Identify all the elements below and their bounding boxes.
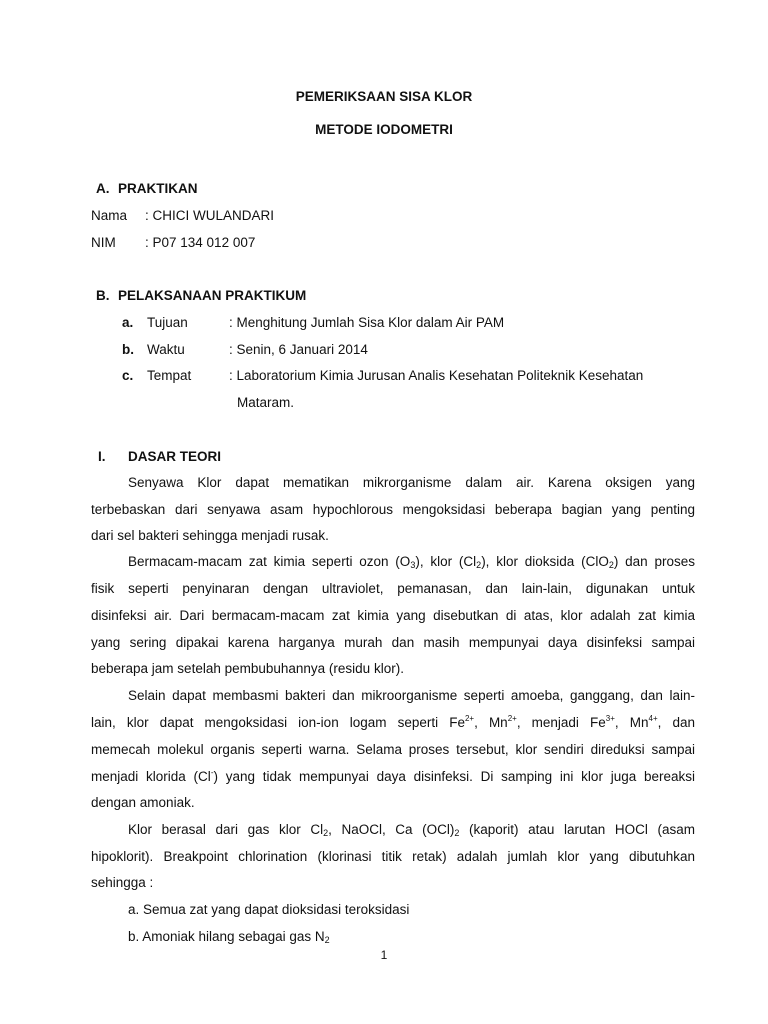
item-a-marker: a. — [122, 315, 134, 330]
paragraph-2-line-2: fisik seperti penyinaran dengan ultraviolet, pemanasan, dan lain-lain, digunakan untuk — [91, 581, 695, 596]
paragraph-3-line-3: memecah molekul organis seperti warna. Selama proses tersebut, klor sendiri direduksi sampai — [91, 742, 695, 757]
item-c-marker: c. — [122, 368, 134, 383]
paragraph-3-line-5: dengan amoniak. — [91, 795, 195, 810]
tujuan-label: Tujuan — [147, 315, 188, 330]
paragraph-1-line-1: Senyawa Klor dapat mematikan mikrorganisme dalam air. Karena oksigen yang — [128, 475, 695, 490]
tujuan-value: : Menghitung Jumlah Sisa Klor dalam Air PAM — [229, 315, 505, 330]
nim-label: NIM — [91, 235, 116, 250]
document-title-line2: METODE IODOMETRI — [315, 122, 453, 137]
nim-value: : P07 134 012 007 — [145, 235, 256, 250]
tempat-label: Tempat — [147, 368, 192, 383]
list-item-a: a. Semua zat yang dapat dioksidasi teroksidasi — [128, 902, 410, 917]
page-number: 1 — [380, 948, 388, 962]
paragraph-2-line-3: disinfeksi air. Dari bermacam-macam zat kimia yang disebutkan di atas, klor adalah zat kimia — [91, 608, 695, 623]
tempat-value-continuation: Mataram. — [237, 395, 295, 410]
paragraph-2-line-5: beberapa jam setelah pembubuhannya (residu klor). — [91, 661, 404, 676]
section-i-heading: DASAR TEORI — [128, 449, 222, 464]
paragraph-1-line-3: dari sel bakteri sehingga menjadi rusak. — [91, 528, 329, 543]
paragraph-3-line-2: lain, klor dapat mengoksidasi ion-ion logam seperti $Fe^{2+}$, $Mn^{2+}$, menjadi $Fe^{3+}$, $Mn^{4+}$, dan — [91, 714, 695, 730]
paragraph-1-line-2: terbebaskan dari senyawa asam hypochlorous mengoksidasi beberapa bagian yang penting — [91, 502, 695, 517]
paragraph-4-line-3: sehingga : — [91, 875, 154, 890]
section-b-marker: B. — [96, 288, 110, 303]
paragraph-3-line-1: Selain dapat membasmi bakteri dan mikroorganisme seperti amoeba, ganggang, dan lain- — [128, 688, 695, 703]
name-label: Nama — [91, 208, 128, 223]
waktu-label: Waktu — [147, 342, 185, 357]
section-a-heading: PRAKTIKAN — [118, 181, 198, 196]
tempat-value: : Laboratorium Kimia Jurusan Analis Kesehatan Politeknik Kesehatan — [229, 368, 644, 383]
paragraph-2-line-4: yang sering dipakai karena harganya murah dan masih mempunyai daya disinfeksi sampai — [91, 635, 695, 650]
section-a-marker: A. — [96, 181, 110, 196]
waktu-value: : Senin, 6 Januari 2014 — [229, 342, 368, 357]
name-value: : CHICI WULANDARI — [145, 208, 275, 223]
paragraph-4-line-1: Klor berasal dari gas klor $Cl_2$, NaOCl, Ca $(OCl)_2$ (kaporit) atau larutan HOCl (asam — [128, 822, 695, 838]
section-b-heading: PELAKSANAAN PRAKTIKUM — [118, 288, 307, 303]
section-i-marker: I. — [98, 449, 106, 464]
item-b-marker: b. — [122, 342, 134, 357]
paragraph-2-line-1: Bermacam-macam zat kimia seperti ozon $(O_3)$, klor $(Cl_2)$, klor dioksida (ClO$_2$) dan proses — [128, 554, 696, 570]
paragraph-3-line-4: menjadi klorida (Cl-) yang tidak mempunyai daya disinfeksi. Di samping ini klor juga bereaksi — [91, 768, 695, 784]
document-title-line1: PEMERIKSAAN SISA KLOR — [295, 89, 473, 104]
paragraph-4-line-2: hipoklorit). Breakpoint chlorination (klorinasi titik retak) adalah jumlah klor yang dibutuhkan — [91, 849, 695, 864]
list-item-b: b. Amoniak hilang sebagai gas $N_2$ — [128, 929, 330, 945]
